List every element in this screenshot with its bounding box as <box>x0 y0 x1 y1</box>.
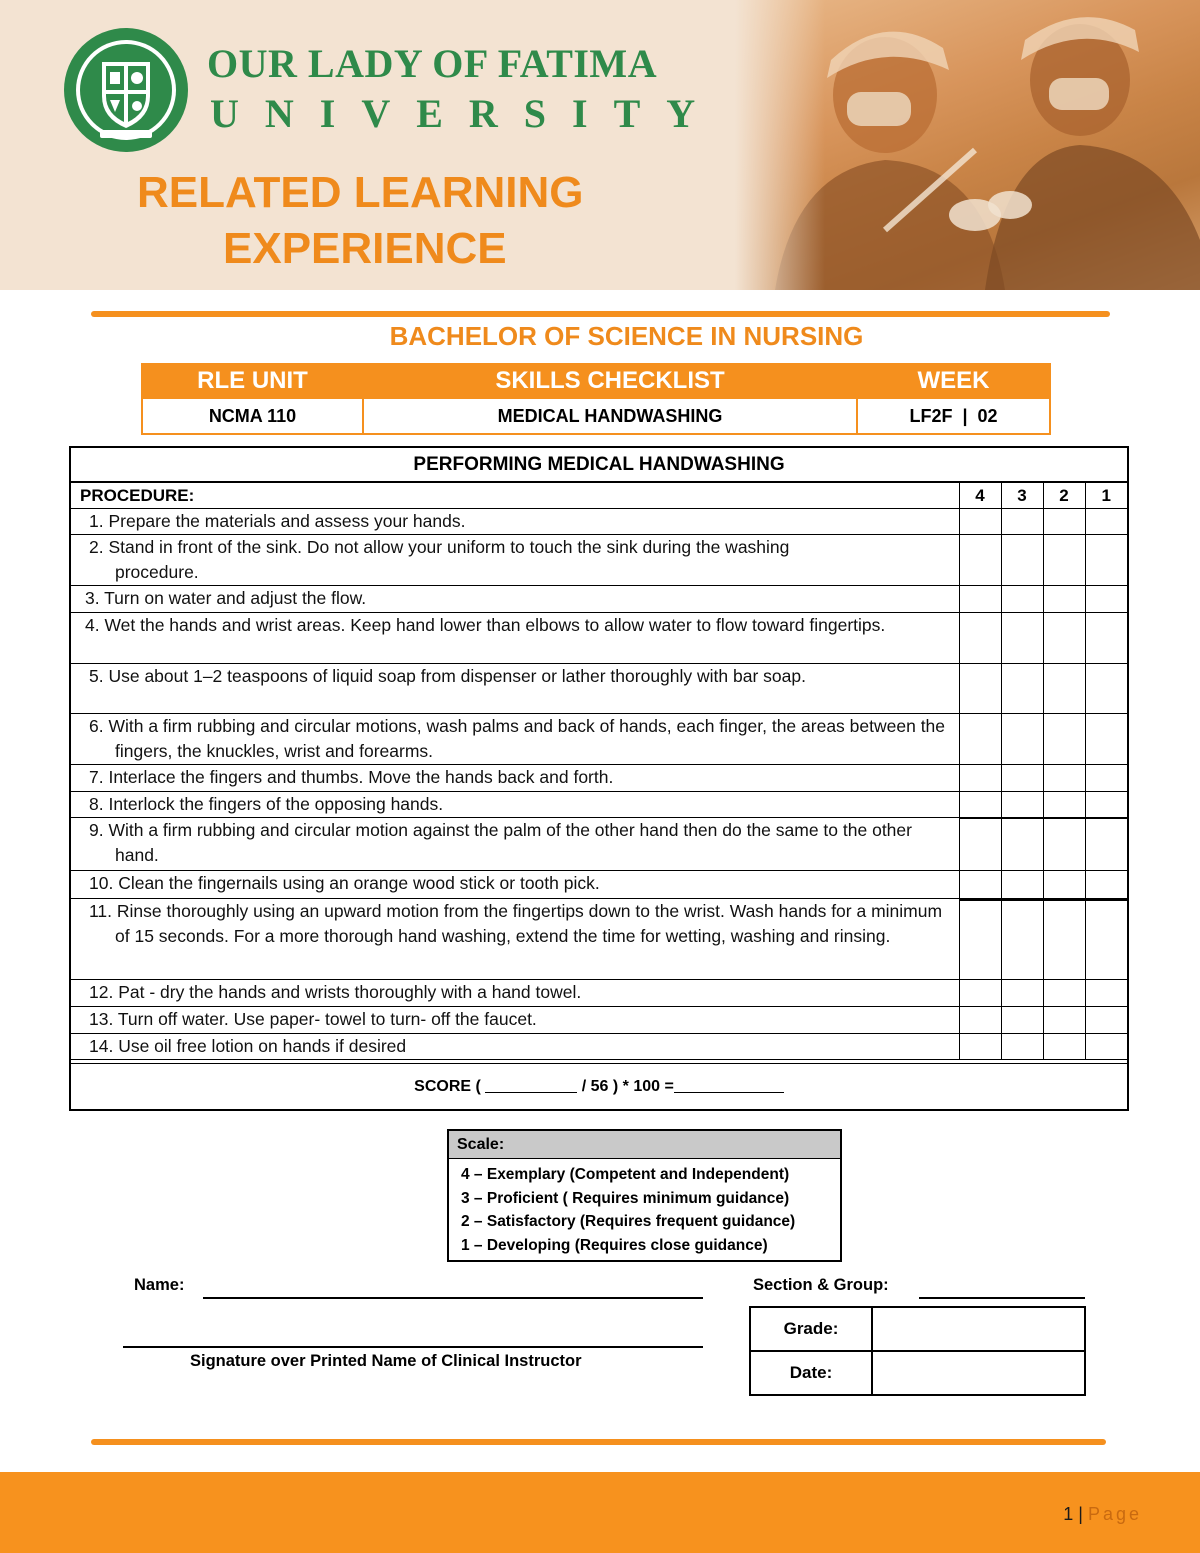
instructor-signature-field[interactable] <box>123 1346 703 1348</box>
scale-item: 4 – Exemplary (Competent and Independent) <box>461 1166 790 1183</box>
step-text: 7. Interlace the fingers and thumbs. Move the hands back and forth. <box>89 767 614 787</box>
bottom-orange-rule <box>91 1439 1106 1445</box>
rating-box-1[interactable] <box>1085 535 1127 586</box>
table-row <box>71 586 1127 613</box>
rating-box-2[interactable] <box>1043 1034 1085 1060</box>
info-header-week: WEEK <box>857 364 1050 398</box>
step-text: 3. Turn on water and adjust the flow. <box>85 588 367 608</box>
rle-info-table <box>141 363 1051 435</box>
checklist-title: PERFORMING MEDICAL HANDWASHING <box>71 448 1127 482</box>
rating-box-2[interactable] <box>1043 871 1085 899</box>
table-row <box>71 899 1127 980</box>
rating-box-1[interactable] <box>1085 714 1127 765</box>
scale-item: 2 – Satisfactory (Requires frequent guidance) <box>461 1213 796 1230</box>
table-row <box>71 1007 1127 1034</box>
step-text: 6. With a firm rubbing and circular motions, wash palms and back of hands, each finger, the areas between the fingers, the knuckles, wrist and forearms. <box>89 716 946 761</box>
rating-box-3[interactable] <box>1001 535 1043 586</box>
rating-box-2[interactable] <box>1043 509 1085 535</box>
rating-scale-legend <box>447 1129 842 1262</box>
table-row <box>71 765 1127 792</box>
table-row <box>71 535 1127 586</box>
score-middle: / 56 ) * 100 = <box>581 1078 674 1095</box>
rating-box-2[interactable] <box>1044 900 1085 901</box>
step-text: 1. Prepare the materials and assess your hands. <box>89 511 466 531</box>
score-raw-field[interactable] <box>485 1077 577 1093</box>
step-text: 5. Use about 1–2 teaspoons of liquid soap from dispenser or lather thoroughly with bar soap. <box>89 666 806 686</box>
rating-box-1[interactable] <box>1085 765 1127 792</box>
rating-box-2[interactable] <box>1043 765 1085 792</box>
rating-box-3[interactable] <box>1001 664 1043 714</box>
date-field[interactable] <box>872 1351 1085 1395</box>
grade-field[interactable] <box>872 1307 1085 1351</box>
score-prefix: SCORE ( <box>414 1078 481 1095</box>
name-field[interactable] <box>203 1297 703 1299</box>
step-text: 13. Turn off water. Use paper- towel to turn- off the faucet. <box>89 1009 537 1029</box>
scale-item: 3 – Proficient ( Requires minimum guidance) <box>461 1189 790 1207</box>
rating-box-1[interactable] <box>1086 900 1128 901</box>
rating-box-4[interactable] <box>960 900 1001 901</box>
rating-box-4[interactable] <box>959 871 1001 899</box>
step-text: 10. Clean the fingernails using an orange wood stick or tooth pick. <box>89 873 600 893</box>
rating-box-3[interactable] <box>1001 765 1043 792</box>
rating-box-4[interactable] <box>959 509 1001 535</box>
rating-box-4[interactable] <box>959 792 1001 818</box>
info-header-skills-checklist: SKILLS CHECKLIST <box>363 364 857 398</box>
score-percent-field[interactable] <box>674 1077 784 1093</box>
name-label: Name: <box>134 1276 185 1294</box>
table-row <box>71 714 1127 765</box>
rating-box-4[interactable] <box>959 765 1001 792</box>
rating-box-2[interactable] <box>1043 1007 1085 1034</box>
rating-box-4[interactable] <box>959 535 1001 586</box>
rating-box-1[interactable] <box>1085 792 1127 818</box>
rating-box-1[interactable] <box>1085 1034 1127 1060</box>
step-text: 8. Interlock the fingers of the opposing hands. <box>89 794 444 814</box>
rating-box-2[interactable] <box>1043 714 1085 765</box>
info-value-rle-unit: NCMA 110 <box>142 398 363 434</box>
rating-box-2[interactable] <box>1043 586 1085 613</box>
rating-box-1[interactable] <box>1085 613 1127 664</box>
rating-box-1[interactable] <box>1085 664 1127 714</box>
info-value-week: LF2F | 02 <box>857 398 1050 434</box>
date-label: Date: <box>750 1351 872 1395</box>
rating-box-2[interactable] <box>1043 664 1085 714</box>
rating-box-4[interactable] <box>959 980 1001 1007</box>
instructor-signature-label: Signature over Printed Name of Clinical Instructor <box>190 1352 582 1370</box>
university-name-line2: UNIVERSITY <box>210 91 722 136</box>
table-row <box>71 1034 1127 1060</box>
table-row <box>71 980 1127 1007</box>
rle-title-line1: RELATED LEARNING <box>137 168 584 217</box>
section-group-field[interactable] <box>919 1297 1085 1299</box>
rating-header-2: 2 <box>1043 483 1085 509</box>
section-group-label: Section & Group: <box>753 1276 889 1294</box>
rating-box-1[interactable] <box>1085 586 1127 613</box>
rating-box-3[interactable] <box>1001 1034 1043 1060</box>
table-row <box>71 871 1127 899</box>
rating-box-4[interactable] <box>959 1034 1001 1060</box>
rating-box-4[interactable] <box>959 586 1001 613</box>
rating-box-1[interactable] <box>1085 871 1127 899</box>
rating-header-3: 3 <box>1001 483 1043 509</box>
table-row <box>71 613 1127 664</box>
page-number-value: 1 <box>1063 1504 1074 1524</box>
info-header-rle-unit: RLE UNIT <box>142 364 363 398</box>
rating-box-3[interactable] <box>1001 980 1043 1007</box>
rating-header-4: 4 <box>959 483 1001 509</box>
info-value-skills-checklist: MEDICAL HANDWASHING <box>363 398 857 434</box>
rating-box-3[interactable] <box>1001 509 1043 535</box>
rating-box-4[interactable] <box>960 818 1001 819</box>
table-row <box>71 664 1127 714</box>
rating-header-1: 1 <box>1085 483 1127 509</box>
step-text: 11. Rinse thoroughly using an upward motion from the fingertips down to the wrist. Wash hands for a minimum of 15 seconds. For a more thorough hand washing, extend the time for wetting, washing and rinsing. <box>89 901 943 946</box>
rating-box-3[interactable] <box>1001 714 1043 765</box>
score-line <box>71 1063 1127 1109</box>
rating-box-3[interactable] <box>1001 871 1043 899</box>
rating-box-3[interactable] <box>1001 613 1043 664</box>
program-title: BACHELOR OF SCIENCE IN NURSING <box>389 321 864 351</box>
rating-box-3[interactable] <box>1001 1007 1043 1034</box>
rating-box-4[interactable] <box>959 1007 1001 1034</box>
table-row <box>71 792 1127 818</box>
rating-box-1[interactable] <box>1085 980 1127 1007</box>
rating-box-1[interactable] <box>1085 1007 1127 1034</box>
step-text: 14. Use oil free lotion on hands if desired <box>89 1036 407 1056</box>
rating-box-4[interactable] <box>959 714 1001 765</box>
table-row <box>71 509 1127 535</box>
rating-box-2[interactable] <box>1043 792 1085 818</box>
university-seal-logo <box>62 26 190 154</box>
grade-date-table <box>749 1306 1086 1396</box>
rle-title-line2: EXPERIENCE <box>223 224 507 273</box>
rating-box-3[interactable] <box>1001 586 1043 613</box>
checklist-table <box>71 482 1127 1060</box>
rating-box-4[interactable] <box>959 613 1001 664</box>
page-number <box>1063 1504 1142 1525</box>
table-row <box>71 818 1127 871</box>
step-text: 12. Pat - dry the hands and wrists thoroughly with a hand towel. <box>89 982 582 1002</box>
rating-box-2[interactable] <box>1043 980 1085 1007</box>
rating-box-4[interactable] <box>959 664 1001 714</box>
rating-box-1[interactable] <box>1085 509 1127 535</box>
banner-photo-nurses <box>735 0 1200 290</box>
university-name-line1: OUR LADY OF FATIMA <box>207 41 658 86</box>
procedure-label: PROCEDURE: <box>71 483 959 509</box>
step-text: 9. With a firm rubbing and circular motion against the palm of the other hand then do the same to the other hand. <box>89 820 912 865</box>
rating-box-1[interactable] <box>1086 818 1128 819</box>
grade-label: Grade: <box>750 1307 872 1351</box>
rating-box-3[interactable] <box>1002 900 1043 901</box>
rating-box-3[interactable] <box>1002 818 1043 819</box>
rating-box-2[interactable] <box>1044 818 1085 819</box>
rating-box-2[interactable] <box>1043 535 1085 586</box>
scale-title: Scale: <box>449 1131 840 1159</box>
scale-item: 1 – Developing (Requires close guidance) <box>461 1236 768 1254</box>
rating-box-3[interactable] <box>1001 792 1043 818</box>
rating-box-2[interactable] <box>1043 613 1085 664</box>
step-text: 4. Wet the hands and wrist areas. Keep hand lower than elbows to allow water to flow toward fingertips. <box>85 615 886 635</box>
top-orange-rule <box>91 311 1110 317</box>
header-banner <box>0 0 1200 290</box>
page-separator: | <box>1078 1504 1083 1524</box>
step-text: 2. Stand in front of the sink. Do not allow your uniform to touch the sink during the washing procedure. <box>89 537 790 582</box>
page-footer <box>0 1472 1200 1553</box>
page-word: Page <box>1087 1504 1142 1524</box>
procedure-checklist <box>69 446 1129 1111</box>
